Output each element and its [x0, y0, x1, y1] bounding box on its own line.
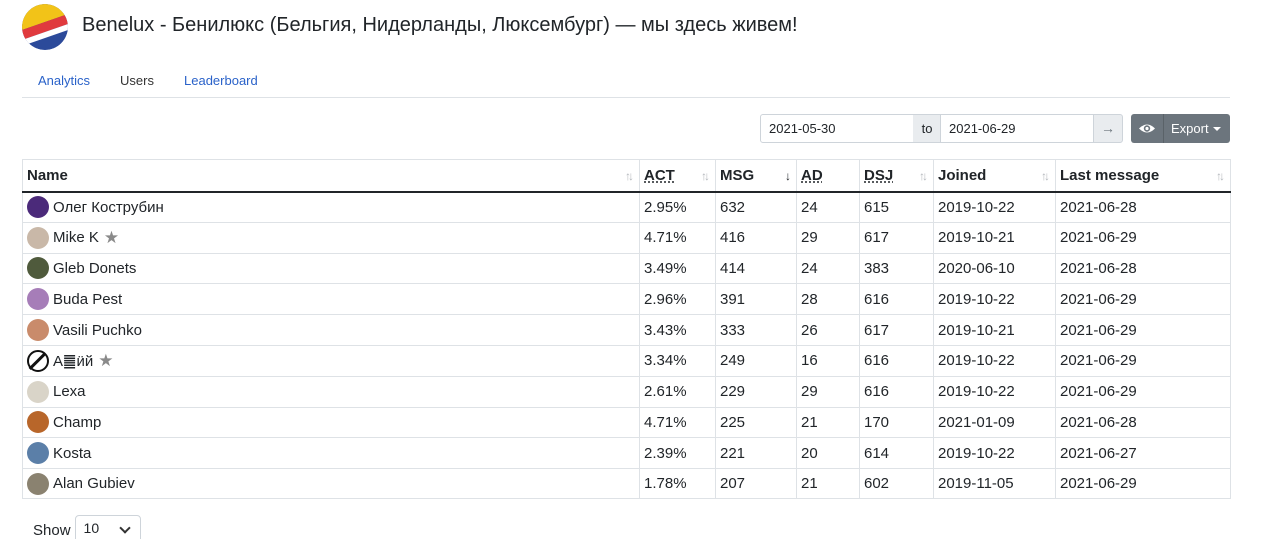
users-table — [22, 159, 1231, 499]
cell-last-message: 2021-06-28 — [1056, 192, 1231, 223]
user-name[interactable]: Buda Pest — [53, 290, 123, 308]
cell-ad: 26 — [797, 315, 860, 346]
cell-joined: 2019-10-22 — [934, 438, 1056, 469]
avatar — [27, 196, 49, 218]
cell-ad: 21 — [797, 407, 860, 438]
user-name[interactable]: Vasili Puchko — [53, 321, 142, 339]
column-header-ad[interactable]: AD — [797, 160, 860, 192]
user-name[interactable]: Champ — [53, 413, 102, 431]
main-tabs — [22, 60, 1230, 98]
cell-joined: 2019-10-21 — [934, 315, 1056, 346]
cell-dsj: 617 — [860, 315, 934, 346]
cell-joined: 2019-10-22 — [934, 192, 1056, 223]
star-icon: ★ — [103, 227, 120, 247]
cell-last-message: 2021-06-29 — [1056, 315, 1231, 346]
cell-ad: 20 — [797, 438, 860, 469]
cell-name[interactable] — [23, 284, 640, 315]
chevron-down-icon — [119, 522, 130, 533]
cell-ad: 16 — [797, 345, 860, 376]
cell-last-message: 2021-06-29 — [1056, 345, 1231, 376]
column-header-name[interactable]: Name ↑↓ — [23, 160, 640, 192]
avatar — [27, 442, 49, 464]
cell-dsj: 616 — [860, 345, 934, 376]
cell-dsj: 616 — [860, 376, 934, 407]
cell-act: 3.49% — [640, 253, 716, 284]
date-to-input[interactable]: 2021-06-29 — [940, 114, 1094, 143]
table-row — [23, 222, 1231, 253]
user-name[interactable]: Lexa — [53, 383, 86, 401]
cell-name[interactable] — [23, 222, 640, 253]
user-name[interactable]: A䷀ӥй — [53, 352, 94, 370]
cell-dsj: 617 — [860, 222, 934, 253]
cell-msg: 229 — [716, 376, 797, 407]
sort-icon: ↑↓ — [701, 169, 707, 183]
user-name[interactable]: Alan Gubiev — [53, 475, 135, 493]
avatar — [27, 473, 49, 495]
avatar — [27, 257, 49, 279]
cell-joined: 2019-10-22 — [934, 376, 1056, 407]
show-label: Show — [33, 521, 71, 539]
cell-act: 3.34% — [640, 345, 716, 376]
cell-msg: 221 — [716, 438, 797, 469]
table-row — [23, 345, 1231, 376]
cell-act: 4.71% — [640, 407, 716, 438]
cell-last-message: 2021-06-29 — [1056, 469, 1231, 499]
table-row — [23, 315, 1231, 346]
cell-msg: 207 — [716, 469, 797, 499]
cell-dsj: 616 — [860, 284, 934, 315]
column-header-msg[interactable]: MSG ↓ — [716, 160, 797, 192]
cell-last-message: 2021-06-29 — [1056, 222, 1231, 253]
no-avatar-icon — [27, 350, 49, 372]
user-name[interactable]: Gleb Donets — [53, 259, 137, 277]
avatar — [27, 288, 49, 310]
cell-act: 4.71% — [640, 222, 716, 253]
column-header-dsj[interactable]: DSJ ↑↓ — [860, 160, 934, 192]
cell-name[interactable] — [23, 469, 640, 499]
user-name[interactable]: Mike K — [53, 229, 99, 247]
sort-icon: ↑↓ — [625, 169, 631, 183]
cell-dsj: 615 — [860, 192, 934, 223]
cell-joined: 2019-10-22 — [934, 284, 1056, 315]
avatar — [27, 319, 49, 341]
cell-msg: 225 — [716, 407, 797, 438]
sort-desc-icon: ↓ — [785, 169, 788, 183]
avatar — [27, 411, 49, 433]
cell-msg: 249 — [716, 345, 797, 376]
avatar — [27, 381, 49, 403]
avatar — [27, 227, 49, 249]
cell-act: 2.61% — [640, 376, 716, 407]
cell-name[interactable] — [23, 407, 640, 438]
cell-name[interactable] — [23, 345, 640, 376]
cell-name[interactable] — [23, 253, 640, 284]
cell-name[interactable] — [23, 376, 640, 407]
cell-ad: 28 — [797, 284, 860, 315]
cell-joined: 2020-06-10 — [934, 253, 1056, 284]
cell-act: 2.39% — [640, 438, 716, 469]
tab-leaderboard[interactable]: Leaderboard — [184, 73, 258, 88]
cell-ad: 24 — [797, 192, 860, 223]
column-header-last-message[interactable]: Last message ↑↓ — [1056, 160, 1231, 192]
cell-last-message: 2021-06-29 — [1056, 284, 1231, 315]
cell-last-message: 2021-06-29 — [1056, 376, 1231, 407]
tab-users[interactable]: Users — [120, 73, 154, 88]
cell-msg: 632 — [716, 192, 797, 223]
cell-act: 2.96% — [640, 284, 716, 315]
user-name[interactable]: Kosta — [53, 444, 92, 462]
tab-analytics[interactable]: Analytics — [38, 73, 91, 88]
cell-name[interactable] — [23, 192, 640, 223]
group-logo — [22, 4, 68, 50]
column-header-joined[interactable]: Joined ↑↓ — [934, 160, 1056, 192]
cell-last-message: 2021-06-28 — [1056, 407, 1231, 438]
export-button[interactable] — [1163, 114, 1230, 143]
cell-ad: 29 — [797, 222, 860, 253]
table-row — [23, 376, 1231, 407]
arrow-right-icon: → — [1101, 120, 1115, 136]
cell-act: 2.95% — [640, 192, 716, 223]
cell-last-message: 2021-06-28 — [1056, 253, 1231, 284]
cell-act: 1.78% — [640, 469, 716, 499]
sort-icon: ↑↓ — [1041, 169, 1047, 183]
column-header-act[interactable]: ACT ↑↓ — [640, 160, 716, 192]
page-title: Benelux - Бенилюкс (Бельгия, Нидерланды, Люксембург) — мы здесь живем! — [82, 14, 798, 36]
cell-ad: 24 — [797, 253, 860, 284]
table-row — [23, 469, 1231, 499]
cell-name[interactable] — [23, 315, 640, 346]
export-label: Export — [1171, 121, 1209, 136]
cell-dsj: 602 — [860, 469, 934, 499]
cell-dsj: 170 — [860, 407, 934, 438]
cell-joined: 2019-10-22 — [934, 345, 1056, 376]
table-header-row — [23, 160, 1231, 192]
sort-icon: ↑↓ — [1216, 169, 1222, 183]
cell-dsj: 383 — [860, 253, 934, 284]
user-name[interactable]: Олег Кострубин — [53, 198, 164, 216]
date-range-separator: to — [913, 114, 941, 143]
cell-dsj: 614 — [860, 438, 934, 469]
cell-name[interactable] — [23, 438, 640, 469]
cell-msg: 414 — [716, 253, 797, 284]
page-size-select[interactable] — [75, 515, 141, 539]
page-size-control — [33, 515, 141, 539]
cell-ad: 21 — [797, 469, 860, 499]
cell-joined: 2019-11-05 — [934, 469, 1056, 499]
cell-msg: 333 — [716, 315, 797, 346]
table-row — [23, 438, 1231, 469]
cell-msg: 391 — [716, 284, 797, 315]
eye-icon — [1131, 114, 1163, 143]
cell-last-message: 2021-06-27 — [1056, 438, 1231, 469]
cell-joined: 2021-01-09 — [934, 407, 1056, 438]
star-icon: ★ — [98, 350, 114, 370]
sort-icon: ↑↓ — [919, 169, 925, 183]
table-row — [23, 284, 1231, 315]
caret-down-icon — [1213, 127, 1221, 131]
table-row — [23, 253, 1231, 284]
cell-joined: 2019-10-21 — [934, 222, 1056, 253]
apply-date-button[interactable] — [1093, 114, 1123, 143]
cell-act: 3.43% — [640, 315, 716, 346]
cell-msg: 416 — [716, 222, 797, 253]
toggle-view-button[interactable] — [1131, 114, 1163, 143]
table-row — [23, 407, 1231, 438]
cell-ad: 29 — [797, 376, 860, 407]
date-from-input[interactable]: 2021-05-30 — [760, 114, 914, 143]
table-row — [23, 192, 1231, 223]
page-size-value: 10 — [83, 520, 100, 536]
